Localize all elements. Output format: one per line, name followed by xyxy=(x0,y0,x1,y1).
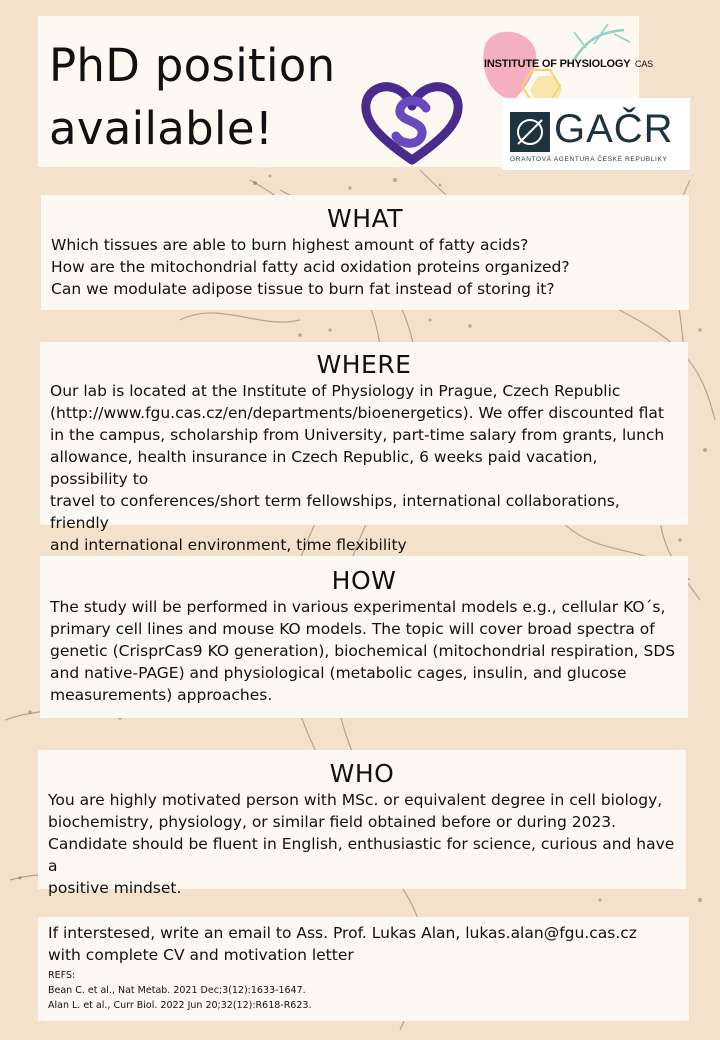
what-line: How are the mitochondrial fatty acid oxidation proteins organized? xyxy=(51,258,570,276)
references-list xyxy=(48,968,679,1013)
what-heading: WHAT xyxy=(327,204,403,233)
where-line: travel to conferences/short term fellowships, international collaborations, friendly xyxy=(50,492,620,532)
how-line: genetic (CrisprCas9 KO generation), biochemical (mitochondrial respiration, SDS xyxy=(50,642,676,660)
what-section xyxy=(41,195,689,310)
gacr-name: GAČR xyxy=(554,107,674,151)
refs-label: REFS: xyxy=(48,970,76,981)
gacr-logo xyxy=(502,98,690,170)
how-line: measurements) approaches. xyxy=(50,686,273,704)
institute-logo-suffix: CAS xyxy=(635,59,653,69)
who-heading: WHO xyxy=(329,759,395,788)
where-line: allowance, health insurance in Czech Republic, 6 weeks paid vacation, possibility to xyxy=(50,448,598,488)
contact-line-1: If interstesed, write an email to Ass. Prof. Lukas Alan, lukas.alan@fgu.cas.cz xyxy=(48,924,637,942)
who-line: Candidate should be fluent in English, enthusiastic for science, curious and have a xyxy=(48,835,675,875)
who-line: positive mindset. xyxy=(48,879,182,897)
reference-item: Alan L. et al., Curr Biol. 2022 Jun 20;32(12):R618-R623. xyxy=(48,1000,312,1011)
who-line: biochemistry, physiology, or similar field obtained before or during 2023. xyxy=(48,813,617,831)
where-line: and international environment, time flexibility xyxy=(50,536,407,554)
where-section xyxy=(40,342,688,554)
where-line: Our lab is located at the Institute of Physiology in Prague, Czech Republic xyxy=(50,382,621,400)
institute-logo-text: INSTITUTE OF PHYSIOLOGY xyxy=(484,58,631,70)
how-line: The study will be performed in various experimental models e.g., cellular KO´s, xyxy=(50,598,666,616)
heart-s-logo xyxy=(360,80,464,166)
how-heading: HOW xyxy=(331,566,397,595)
who-section xyxy=(38,750,686,897)
title-line-1: PhD position xyxy=(49,39,336,92)
what-line: Which tissues are able to burn highest amount of fatty acids? xyxy=(51,236,529,254)
contact-line-2: with complete CV and motivation letter xyxy=(48,946,354,964)
gacr-emblem-icon xyxy=(510,112,550,152)
how-section xyxy=(40,556,688,718)
where-line: (http://www.fgu.cas.cz/en/departments/bioenergetics). We offer discounted flat xyxy=(50,404,664,422)
who-line: You are highly motivated person with MSc. or equivalent degree in cell biology, xyxy=(48,791,663,809)
how-line: primary cell lines and mouse KO models. The topic will cover broad spectra of xyxy=(50,620,655,638)
where-heading: WHERE xyxy=(316,350,412,379)
how-line: and native-PAGE) and physiological (metabolic cages, insulin, and glucose xyxy=(50,664,627,682)
title-line-2: available! xyxy=(49,102,274,155)
reference-item: Bean C. et al., Nat Metab. 2021 Dec;3(12):1633-1647. xyxy=(48,985,306,996)
where-line: in the campus, scholarship from University, part-time salary from grants, lunch xyxy=(50,426,665,444)
contact-section xyxy=(38,917,689,1021)
page-title xyxy=(49,34,335,160)
what-line: Can we modulate adipose tissue to burn fat instead of storing it? xyxy=(51,280,555,298)
gacr-subtitle: GRANTOVÁ AGENTURA ČESKÉ REPUBLIKY xyxy=(510,156,668,163)
